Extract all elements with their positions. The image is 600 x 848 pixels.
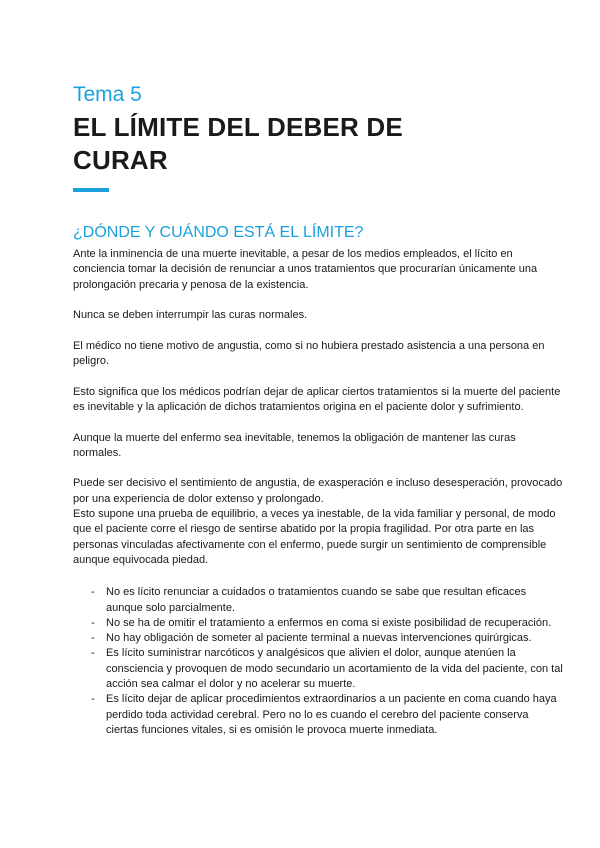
bullet-dash: - <box>91 693 95 706</box>
paragraph-gap <box>73 415 563 430</box>
paragraph: Esto significa que los médicos podrían dejar de aplicar ciertos tratamientos si la muerte del paciente es inevitable y la aplicación de dichos tratamientos origina en el paciente dolor y sufrimiento. <box>73 385 561 413</box>
page-title <box>73 111 563 177</box>
list-item-text: No se ha de omitir el tratamiento a enfermos en coma si existe posibilidad de recuperación. <box>106 616 552 629</box>
list-item-text: No hay obligación de someter al paciente terminal a nuevas intervenciones quirúrgicas. <box>106 632 532 645</box>
section-heading: ¿DÓNDE Y CUÁNDO ESTÁ EL LÍMITE? <box>73 224 364 241</box>
list-item-text: Es lícito suministrar narcóticos y analgésicos que alivien el dolor, aunque atenúen la consciencia y provoquen de modo secundario un acortamiento de la vida del paciente, con tal acción sea calmar el dolor y no acelerar su muerte. <box>106 647 563 691</box>
bullet-dash: - <box>91 647 95 660</box>
paragraph-gap <box>73 369 563 384</box>
page-content <box>73 82 563 738</box>
paragraph: Ante la inminencia de una muerte inevitable, a pesar de los medios empleados, el lícito en conciencia tomar la decisión de renunciar a unos tratamientos que procurarían únicamente una prolongación precaria y penosa de la existencia. <box>73 248 538 291</box>
paragraph: Nunca se deben interrumpir las curas normales. <box>73 309 308 322</box>
title-accent-bar <box>73 188 109 192</box>
topic-number: Tema 5 <box>73 83 142 106</box>
bullet-list <box>73 585 563 738</box>
list-item <box>91 692 563 738</box>
list-item-text: Es lícito dejar de aplicar procedimientos extraordinarios a un paciente en coma cuando haya perdido toda actividad cerebral. Pero no lo es cuando el cerebro del paciente conserva ciertas funciones vitales, si es omisión le provoca muerte inmediata. <box>106 693 557 736</box>
paragraph: Puede ser decisivo el sentimiento de angustia, de exasperación e incluso desesperación, provocado por una experiencia de dolor extenso y prolongado. <box>73 477 563 505</box>
page-title-line-1: EL LÍMITE DEL DEBER DE <box>73 112 403 142</box>
paragraph: Aunque la muerte del enfermo sea inevitable, tenemos la obligación de mantener las curas normales. <box>73 431 516 459</box>
bullet-dash: - <box>91 586 95 599</box>
paragraph-gap <box>73 323 563 338</box>
paragraph-gap <box>73 293 563 308</box>
paragraph: El médico no tiene motivo de angustia, como si no hubiera prestado asistencia a una persona en peligro. <box>73 339 545 368</box>
list-item <box>91 631 563 646</box>
bullet-dash: - <box>91 632 95 645</box>
list-item-text: No es lícito renunciar a cuidados o tratamientos cuando se sabe que resultan eficaces aunque solo parcialmente. <box>106 586 527 614</box>
paragraph: Esto supone una prueba de equilibrio, a veces ya inestable, de la vida familiar y personal, de modo que el paciente corre el riesgo de sentirse abatido por la propia fragilidad. Por otra parte en las personas vinculadas afectivamente con el enfermo, puede surgir un sentimiento de comprensible aunque equivocada piedad. <box>73 508 556 566</box>
list-item <box>91 646 563 692</box>
page-title-line-2: CURAR <box>73 145 168 175</box>
paragraph-gap <box>73 461 563 476</box>
list-item <box>91 585 563 616</box>
bullet-dash: - <box>91 616 95 629</box>
list-item <box>91 616 563 631</box>
